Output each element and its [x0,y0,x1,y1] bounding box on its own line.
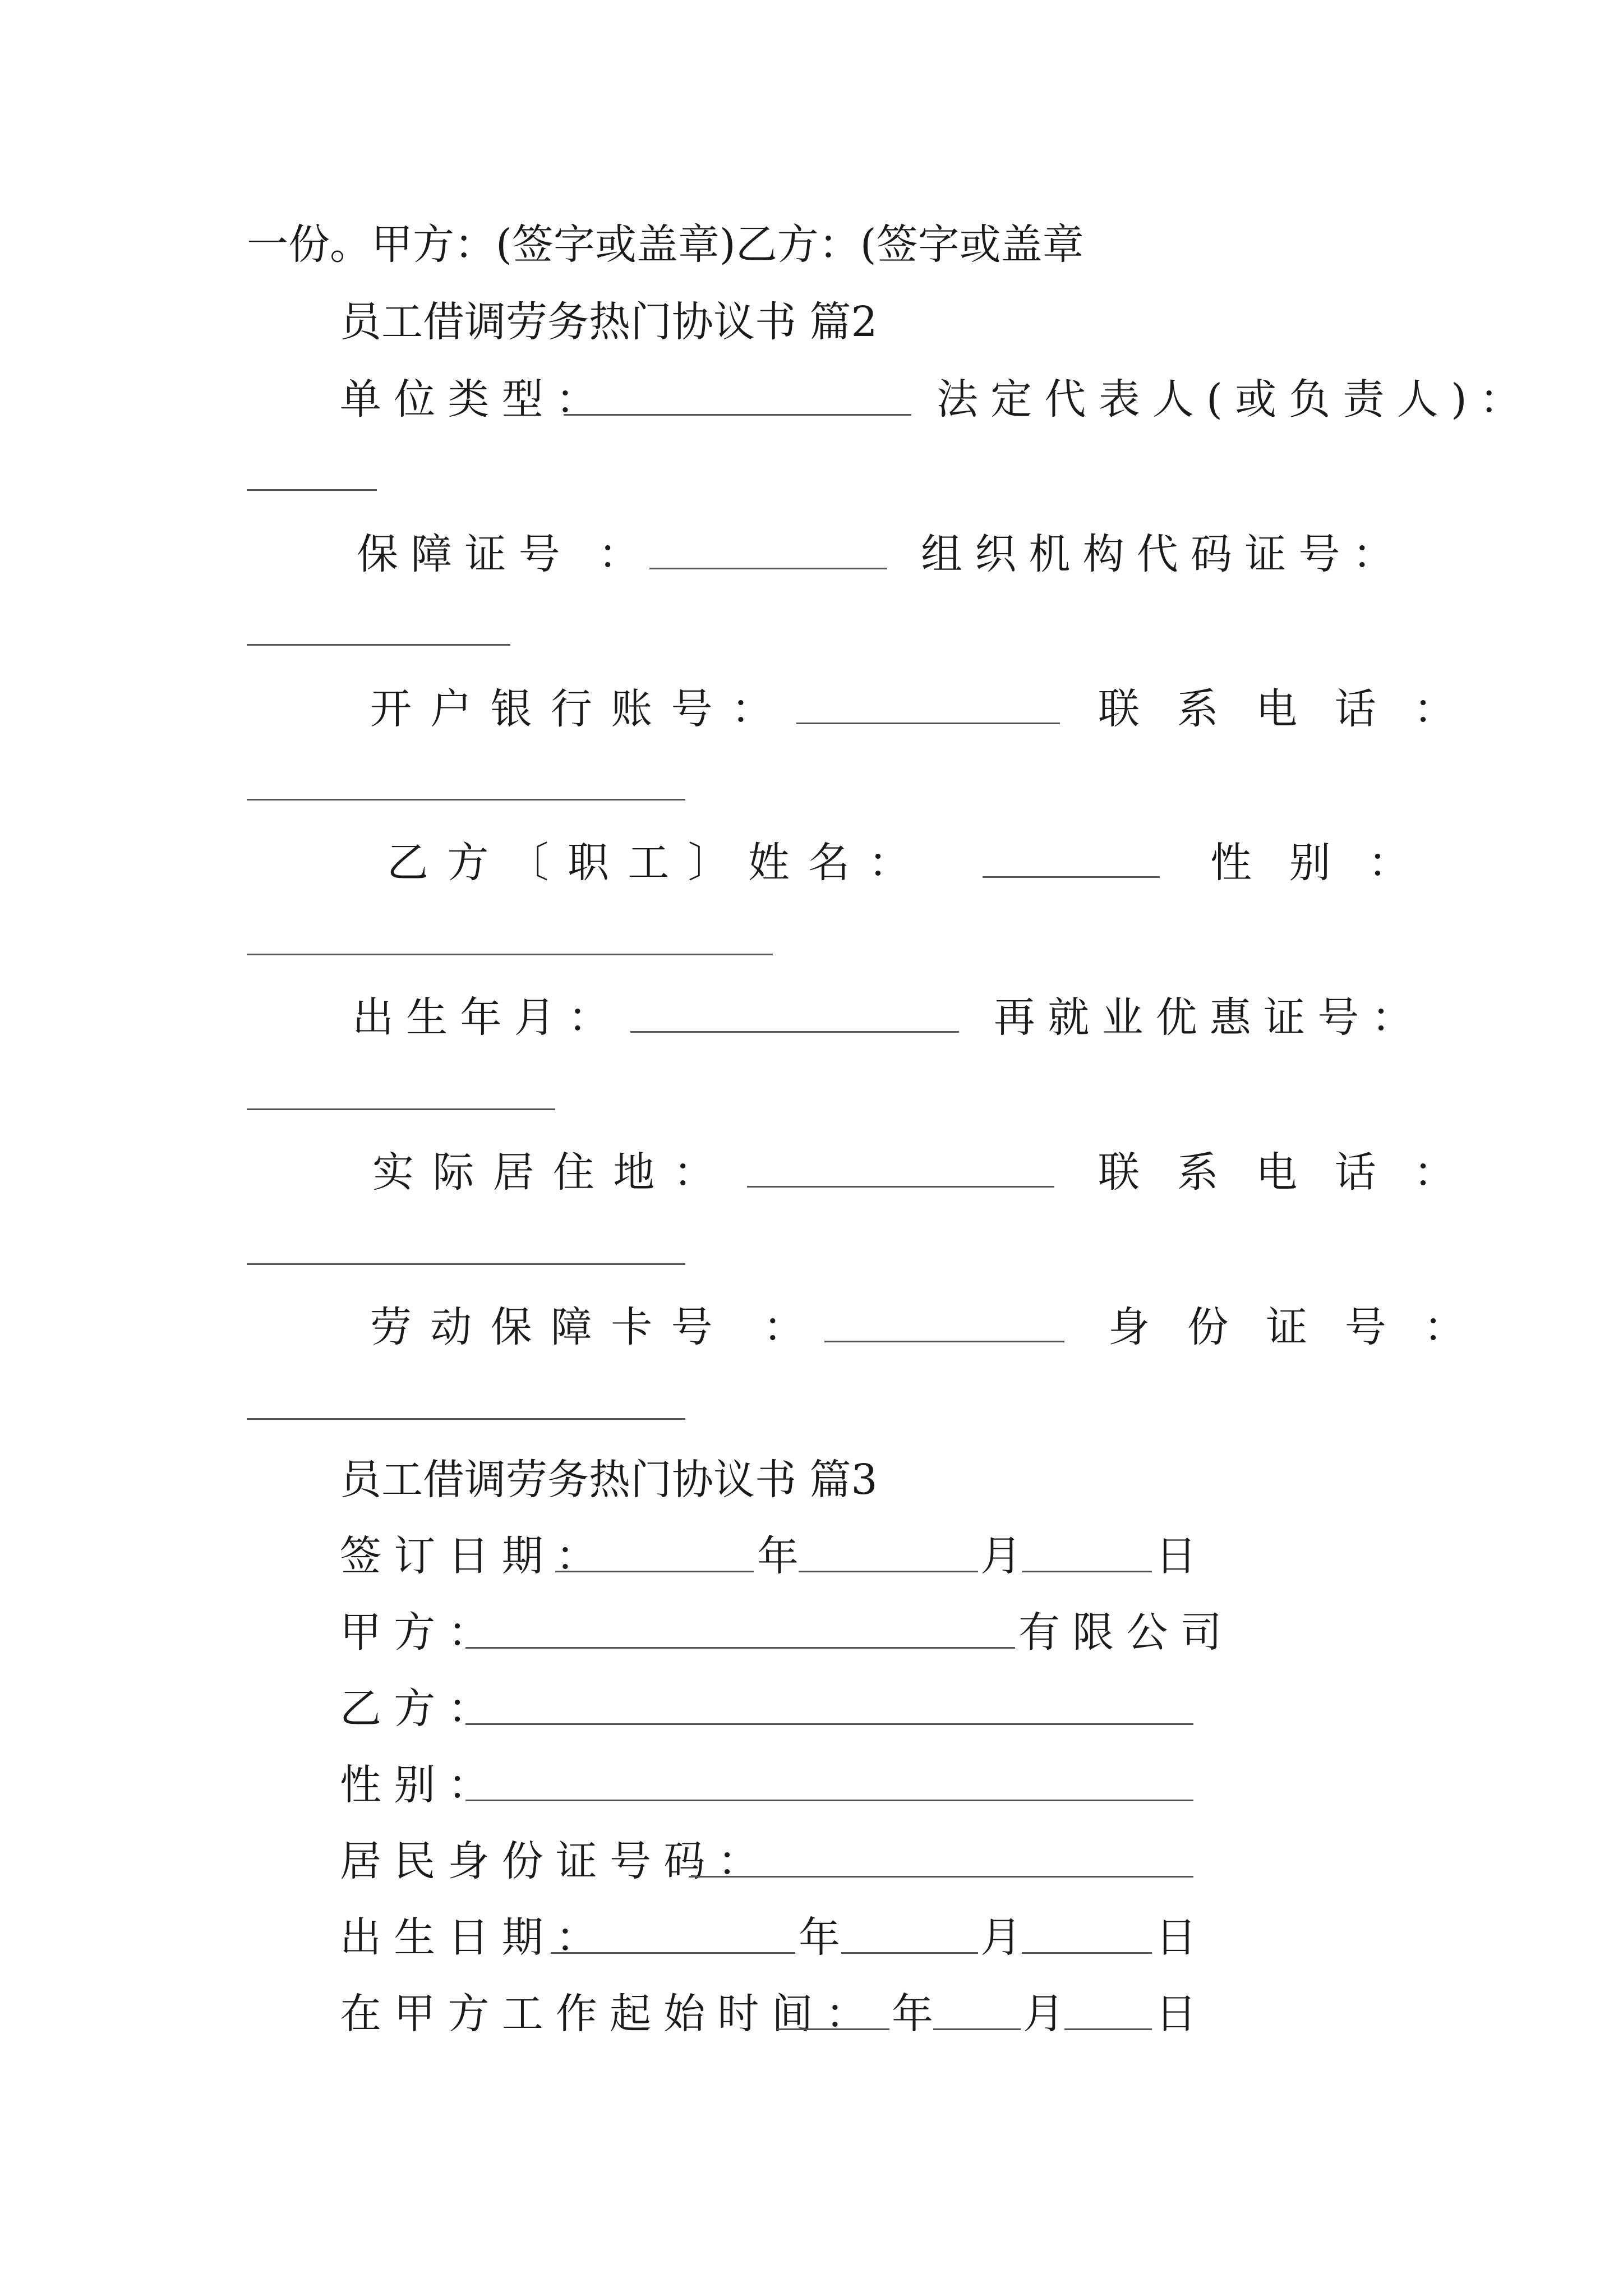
blank-reemployment[interactable] [247,1108,555,1110]
label-day-2: 日 [1155,1913,1197,1962]
label-security-number: 保障证号 ： [357,530,652,578]
blank-birth-month[interactable] [841,1952,978,1954]
blank-org-code[interactable] [247,644,510,646]
blank-sign-day[interactable] [1022,1571,1152,1572]
label-party-a: 甲方： [340,1608,502,1657]
label-start-time: 在甲方工作起始时间： [340,1990,879,2038]
label-legal-rep: 法定代表人(或负责人)： [937,375,1534,424]
blank-start-day[interactable] [1064,2028,1152,2030]
label-reemployment: 再就业优惠证号： [994,993,1426,1042]
label-residence: 实际居住地： [372,1148,734,1197]
label-phone-1: 联系电话： [1098,685,1492,733]
label-birth-month: 出生年月： [352,993,622,1042]
blank-sign-year[interactable] [555,1571,754,1572]
blank-phone-2[interactable] [247,1263,685,1265]
blank-birth-day[interactable] [1022,1952,1152,1954]
blank-employee-name[interactable] [983,876,1160,878]
label-resident-id: 居民身份证号码： [340,1837,772,1885]
blank-id-number-1[interactable] [247,1418,685,1420]
blank-start-month[interactable] [933,2028,1021,2030]
label-id-number-1: 身份证号： [1108,1303,1502,1351]
blank-security-number[interactable] [649,568,887,569]
label-birth-date: 出生日期： [340,1913,610,1962]
blank-birth-year[interactable] [551,1952,795,1954]
label-day-3: 日 [1155,1990,1197,2038]
label-year-2: 年 [799,1913,840,1962]
blank-birth-month[interactable] [630,1031,959,1033]
label-party-b: 乙方： [340,1685,502,1733]
section-heading-2: 员工借调劳务热门协议书 篇2 [340,298,878,346]
section-heading-3: 员工借调劳务热门协议书 篇3 [340,1456,878,1504]
label-month-3: 月 [1023,1990,1064,2038]
text-line-opening: 一份。甲方：(签字或盖章)乙方：(签字或盖章 [247,220,1084,269]
label-bank-account: 开户银行账号： [370,685,792,733]
blank-sign-month[interactable] [799,1571,978,1572]
blank-party-b[interactable] [465,1723,1193,1725]
label-limited-company: 有限公司 [1018,1608,1234,1657]
label-labor-card: 劳动保障卡号 ： [370,1303,823,1351]
label-phone-2: 联系电话： [1098,1148,1492,1197]
label-day-1: 日 [1155,1532,1197,1580]
blank-labor-card[interactable] [824,1341,1064,1342]
blank-residence[interactable] [747,1186,1054,1188]
blank-bank-account[interactable] [796,723,1060,724]
label-sign-date: 签订日期： [340,1532,610,1580]
blank-start-year[interactable] [777,2028,889,2030]
label-employee-name: 乙方〔职工〕姓名： [387,839,929,887]
blank-resident-id[interactable] [689,1876,1193,1878]
label-gender-1: 性别： [1210,839,1447,887]
label-year-1: 年 [757,1532,799,1580]
label-year-3: 年 [892,1990,933,2038]
label-gender-2: 性别： [340,1761,502,1809]
blank-phone-1[interactable] [247,799,685,800]
blank-gender-1[interactable] [247,954,773,955]
blank-party-a[interactable] [465,1647,1015,1649]
blank-legal-rep[interactable] [247,489,377,491]
blank-gender-2[interactable] [465,1800,1193,1801]
label-month-2: 月 [980,1913,1022,1962]
label-month-1: 月 [980,1532,1022,1580]
label-unit-type: 单位类型： [340,375,610,424]
blank-unit-type[interactable] [564,414,911,416]
label-org-code: 组织机构代码证号： [921,530,1407,578]
